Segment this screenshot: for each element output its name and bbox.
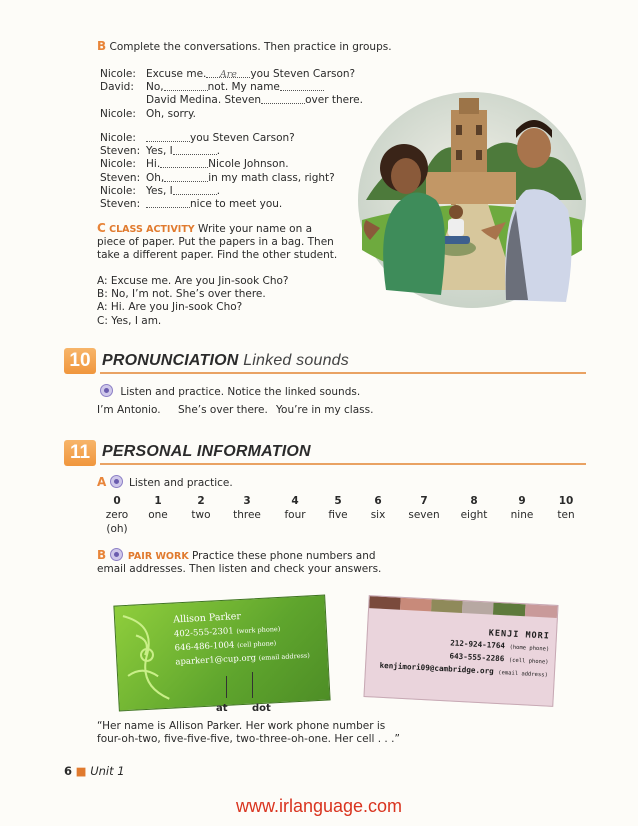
- number-item: 7 seven: [408, 495, 440, 521]
- at-label: at: [216, 703, 228, 714]
- watermark-url[interactable]: www.irlanguage.com: [235, 796, 403, 816]
- number-item: 3 three: [233, 495, 261, 521]
- answer-blank[interactable]: [146, 198, 190, 208]
- conv-line: Nicole: Excuse me. Are you Steven Carson?: [100, 68, 356, 80]
- dot-label: dot: [252, 703, 271, 714]
- section-10-title: PRONUNCIATION Linked sounds: [102, 352, 349, 369]
- section-11-badge: 11: [64, 440, 96, 466]
- answer-blank[interactable]: [160, 158, 208, 168]
- example-quote: “Her name is Allison Parker. Her work phone number is four-oh-two, five-five-five, two-three-oh-one. Her cell . . .”: [97, 720, 400, 746]
- page-footer: [64, 765, 125, 778]
- dialog-line: A: Excuse me. Are you Jin-sook Cho?: [97, 275, 289, 287]
- card-stripe: [369, 596, 401, 610]
- dialog-line: A: Hi. Are you Jin-sook Cho?: [97, 301, 243, 314]
- linked-sound-example: She’s over there.: [178, 404, 268, 416]
- section-c-instruction: C CLASS ACTIVITY Write your name on a piece of paper. Put the papers in a bag. Then take a different paper. Find the other student.: [97, 221, 338, 262]
- number-item: 6 six: [370, 495, 386, 521]
- dialog-line: C: Yes, I am.: [97, 314, 162, 327]
- number-item: 9 nine: [510, 495, 534, 521]
- students-picture: [356, 90, 588, 314]
- email-address: aparker1@cup.org: [175, 653, 257, 668]
- business-card-kenji: [363, 595, 558, 707]
- answer-blank[interactable]: [146, 132, 190, 142]
- answer-blank[interactable]: [261, 94, 305, 104]
- linked-sound-example: I’m Antonio.: [97, 404, 161, 416]
- audio-icon[interactable]: [110, 475, 123, 488]
- conversation-2: [100, 132, 335, 211]
- number-item: 0 zero (oh): [105, 495, 129, 535]
- conv-line: David: No, not. My name: [100, 81, 363, 94]
- number-item: 2 two: [191, 495, 211, 521]
- conversation-1: [100, 68, 363, 121]
- business-card-allison: [113, 595, 330, 712]
- section-10-instruction: Listen and practice. Notice the linked sounds.: [100, 384, 360, 399]
- number-item: 4 four: [284, 495, 306, 521]
- card-content: Allison Parker 402-555-2301 (work phone) 646-486-1004 (cell phone) aparker1@cup.org (email address): [172, 610, 310, 668]
- audio-icon[interactable]: [100, 384, 113, 397]
- card-stripe: [462, 601, 494, 615]
- number-item: 8 eight: [460, 495, 488, 521]
- conv-line: Nicole: Yes, I .: [100, 184, 221, 197]
- conv-line: Nicole: Hi. Nicole Johnson.: [100, 158, 289, 171]
- answer-blank[interactable]: [164, 172, 208, 182]
- answer-blank[interactable]: Are: [206, 68, 250, 78]
- conv-line: Steven: Oh, in my math class, right?: [100, 171, 335, 184]
- card-stripe: [431, 599, 463, 613]
- pointer-line: [226, 676, 227, 698]
- card-stripe: [493, 603, 526, 617]
- section-11b-instruction: B PAIR WORK Practice these phone numbers and email addresses. Then listen and check your answers.: [97, 548, 382, 576]
- number-item: 10 ten: [557, 495, 575, 521]
- conv-line: David Medina. Steven over there.: [146, 94, 363, 107]
- unit-label: Unit 1: [90, 764, 125, 778]
- dialog-line: B: No, I’m not. She’s over there.: [97, 288, 266, 301]
- number-item: 5 five: [328, 495, 348, 521]
- conv-line: Steven: nice to meet you.: [100, 198, 283, 211]
- card-stripe: [400, 598, 432, 612]
- number-item: 1 one: [148, 495, 168, 521]
- email-address: kenjimori09@cambridge.org: [379, 660, 494, 676]
- conv-line: Nicole: you Steven Carson?: [100, 132, 295, 144]
- section-10-rule: [100, 372, 586, 374]
- answer-blank[interactable]: [173, 185, 217, 195]
- conv-line: Steven: Yes, I .: [100, 145, 221, 158]
- card-content: KENJI MORI 212-924-1764 (home phone) 643-555-2286 (cell phone) kenjimori09@cambridge.org (email address): [379, 628, 551, 679]
- section-11-rule: [100, 463, 586, 465]
- section-11a-instruction: A Listen and practice.: [97, 475, 233, 489]
- section-c-dialog: [97, 275, 288, 328]
- bullet-icon: ■: [75, 764, 87, 778]
- pointer-line: [252, 672, 253, 698]
- campus-illustration: [356, 90, 588, 314]
- page-number: 6: [64, 764, 73, 778]
- card-stripe: [525, 604, 558, 618]
- section-10-badge: 10: [64, 348, 96, 374]
- section-b-instruction: B Complete the conversations. Then practice in groups.: [97, 39, 392, 53]
- linked-sound-example: You’re in my class.: [276, 404, 374, 416]
- answer-blank[interactable]: [173, 145, 217, 155]
- answer-blank[interactable]: [280, 81, 324, 91]
- audio-icon[interactable]: [110, 548, 123, 561]
- section-11-title: PERSONAL INFORMATION: [102, 443, 311, 460]
- conv-line: Nicole: Oh, sorry.: [100, 107, 196, 120]
- answer-blank[interactable]: [164, 81, 208, 91]
- number-list: [0, 494, 638, 534]
